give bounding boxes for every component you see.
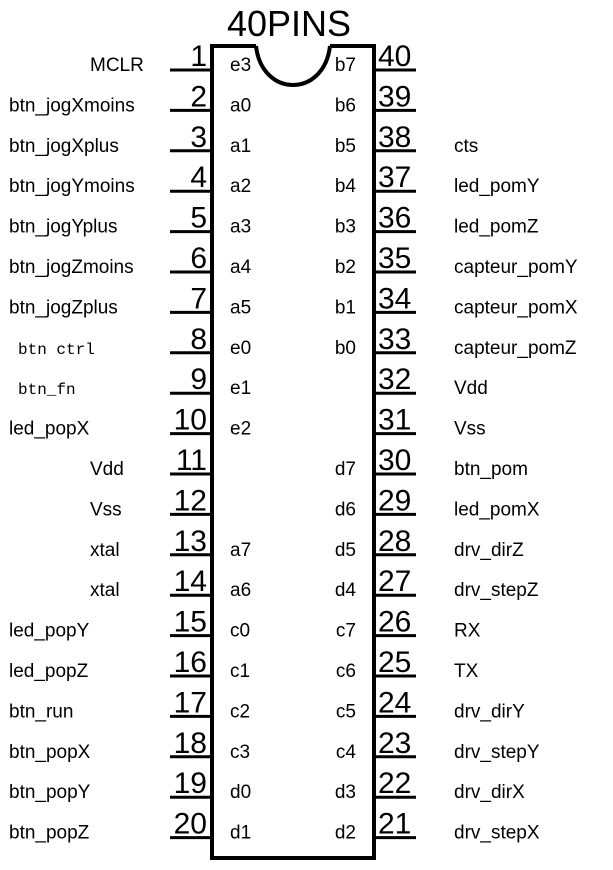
signal-label: btn_popZ [9,822,90,844]
left-pin-group [9,40,252,844]
port-label: b7 [334,55,356,76]
pin-number: 25 [378,646,412,679]
pin-number: 9 [190,363,207,397]
pin-number: 13 [173,524,207,558]
port-label: d5 [334,539,356,561]
signal-label: btn_jogZmoins [9,257,134,278]
pin-number: 35 [378,242,412,275]
port-label: c6 [335,661,356,682]
port-label: b1 [334,297,356,319]
pin-number: 1 [190,40,207,73]
port-label: b3 [334,216,356,238]
pin-number: 40 [378,40,412,73]
pin-number: 8 [190,322,207,356]
signal-label: MCLR [90,55,144,76]
port-label: a6 [230,580,252,602]
pin-number: 31 [378,403,412,437]
port-label: a5 [230,297,252,319]
port-label: e3 [230,55,252,76]
signal-label: drv_stepX [454,822,540,844]
signal-label: led_pomX [454,499,540,521]
pin-number: 4 [190,161,207,195]
pin-number: 24 [378,686,412,720]
signal-label: led_popZ [9,661,89,682]
signal-label: btn_popX [9,741,91,763]
port-label: d7 [334,459,356,480]
port-label: d1 [230,822,252,844]
port-label: a3 [230,216,252,238]
signal-label: btn_jogYmoins [9,176,135,198]
signal-label: drv_stepZ [454,580,539,602]
signal-label: Vss [454,418,486,440]
port-label: d4 [334,580,356,602]
pin-number: 20 [173,807,207,841]
signal-label: xtal [90,580,120,602]
port-label: a7 [230,539,252,561]
pin-number: 29 [378,484,412,518]
signal-label: drv_dirZ [454,539,524,561]
pin-number: 2 [190,80,207,114]
signal-label: capteur_pomZ [454,337,577,359]
pin-number: 19 [173,767,207,801]
port-label: c5 [335,701,356,723]
pin-number: 3 [190,120,207,154]
signal-label: led_popX [9,418,90,440]
signal-label: btn_pom [454,459,528,480]
pin-number: 28 [378,524,412,558]
signal-label: btn_jogXmoins [9,95,135,117]
signal-label: led_pomZ [454,216,539,238]
port-label: b6 [334,95,356,117]
port-label: b0 [334,337,356,359]
pin-number: 32 [378,363,412,397]
port-label: a4 [230,257,252,278]
port-label: e0 [230,337,252,359]
pin-number: 6 [190,242,207,275]
port-label: c2 [230,701,251,723]
chip-body [212,46,374,858]
signal-label: cts [454,135,479,157]
chip-title: 40PINS [226,3,352,44]
pin-number: 38 [378,120,412,154]
pin-number: 18 [173,726,207,760]
pin-number: 22 [378,767,412,801]
signal-label: Vdd [454,378,488,400]
pin-number: 39 [378,80,412,114]
port-label: b2 [334,257,356,278]
signal-label: capteur_pomX [454,297,578,319]
right-pin-group [335,40,578,844]
signal-label: drv_stepY [454,741,540,763]
port-label: d3 [334,782,356,804]
pin-number: 16 [173,646,207,679]
signal-label: drv_dirY [454,701,525,723]
signal-label: capteur_pomY [454,257,578,278]
signal-label: RX [454,620,481,642]
pin-number: 12 [173,484,207,518]
signal-label: btn_jogZplus [9,297,118,319]
pin-number: 23 [378,726,412,760]
signal-label: led_popY [9,620,90,642]
port-label: c0 [230,620,251,642]
pin-number: 26 [378,605,412,639]
pin-number: 27 [378,565,412,599]
port-label: c7 [335,620,356,642]
pin-number: 30 [378,444,412,477]
port-label: c1 [230,661,251,682]
signal-label: xtal [90,539,120,561]
pin-number: 36 [378,201,412,235]
signal-label: Vdd [90,459,124,480]
signal-label: btn_popY [9,782,91,804]
port-label: d6 [334,499,356,521]
signal-label: TX [454,661,479,682]
port-label: b4 [334,176,356,198]
chip-notch [256,46,330,85]
pin-number: 34 [378,282,412,316]
pin-number: 15 [173,605,207,639]
pin-number: 10 [173,403,207,437]
signal-label: btn_fn [18,381,76,400]
pin-number: 14 [173,565,207,599]
pin-number: 33 [378,322,412,356]
signal-label: Vss [90,499,122,521]
port-label: d0 [230,782,252,804]
port-label: b5 [334,135,356,157]
port-label: c4 [335,741,356,763]
port-label: a1 [230,135,252,157]
port-label: e1 [230,378,252,400]
pin-number: 5 [190,201,207,235]
port-label: c3 [230,741,251,763]
signal-label: btn ctrl [18,340,95,359]
pin-number: 17 [173,686,207,720]
port-label: d2 [334,822,356,844]
port-label: e2 [230,418,252,440]
signal-label: drv_dirX [454,782,525,804]
port-label: a2 [230,176,252,198]
pin-number: 7 [190,282,207,316]
signal-label: btn_jogYplus [9,216,118,238]
pin-number: 37 [378,161,412,195]
signal-label: btn_run [9,701,74,723]
pin-number: 21 [378,807,412,841]
signal-label: btn_jogXplus [9,135,119,157]
port-label: a0 [230,95,252,117]
pin-number: 11 [175,444,207,477]
signal-label: led_pomY [454,176,540,198]
